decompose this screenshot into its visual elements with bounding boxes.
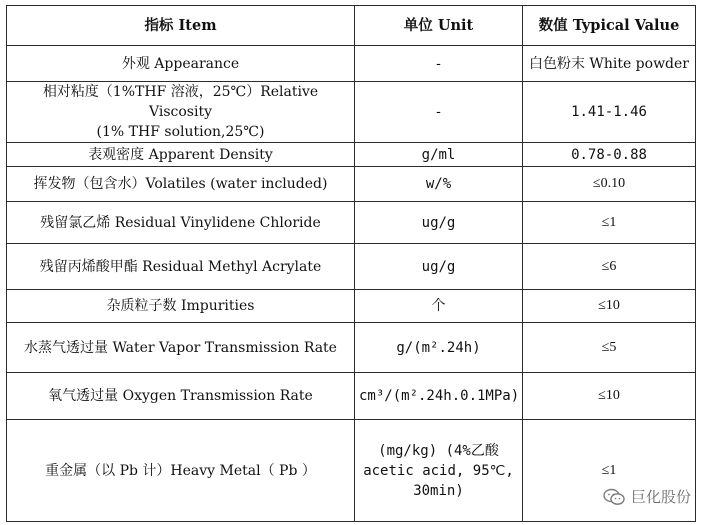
item-cell: 残留丙烯酸甲酯 Residual Methyl Acrylate <box>7 244 355 290</box>
unit-cell: 个 <box>355 290 523 323</box>
unit-cell: w/% <box>355 167 523 202</box>
value-cell: ≤1 <box>523 420 696 522</box>
unit-cell: - <box>355 82 523 143</box>
value-cell: ≤5 <box>523 323 696 373</box>
wechat-icon <box>603 488 625 506</box>
table-row <box>7 290 696 323</box>
unit-cell: - <box>355 46 523 82</box>
value-cell: 1.41-1.46 <box>523 82 696 143</box>
table-row <box>7 167 696 202</box>
value-cell: 白色粉末 White powder <box>523 46 696 82</box>
table-header-row <box>7 6 696 46</box>
item-cell: 外观 Appearance <box>7 46 355 82</box>
item-cell: 挥发物（包含水）Volatiles (water included) <box>7 167 355 202</box>
item-cell: 杂质粒子数 Impurities <box>7 290 355 323</box>
value-cell: ≤10 <box>523 290 696 323</box>
item-cell: 表观密度 Apparent Density <box>7 143 355 167</box>
unit-line: acetic acid, 95℃, <box>363 462 514 479</box>
table-row <box>7 244 696 290</box>
item-cell: 水蒸气透过量 Water Vapor Transmission Rate <box>7 323 355 373</box>
item-cell: 残留氯乙烯 Residual Vinylidene Chloride <box>7 202 355 244</box>
spec-table <box>6 5 696 522</box>
table-row <box>7 202 696 244</box>
unit-cell: ug/g <box>355 202 523 244</box>
unit-line: (mg/kg) (4%乙酸 <box>378 442 499 459</box>
header-value: 数值 Typical Value <box>523 6 696 46</box>
unit-cell <box>355 420 523 522</box>
item-line: 相对粘度（1%THF 溶液，25℃）Relative Viscosity <box>42 84 319 120</box>
item-cell <box>7 82 355 143</box>
header-unit: 单位 Unit <box>355 6 523 46</box>
table-row <box>7 323 696 373</box>
unit-cell: cm³/(m².24h.0.1MPa) <box>355 373 523 420</box>
unit-line: 30min) <box>413 482 464 499</box>
value-cell: ≤10 <box>523 373 696 420</box>
table-row <box>7 82 696 143</box>
table-row <box>7 143 696 167</box>
item-cell: 氧气透过量 Oxygen Transmission Rate <box>7 373 355 420</box>
header-item: 指标 Item <box>7 6 355 46</box>
table-row <box>7 373 696 420</box>
value-cell: ≤1 <box>523 202 696 244</box>
item-cell: 重金属（以 Pb 计）Heavy Metal（ Pb ） <box>7 420 355 522</box>
unit-cell: g/ml <box>355 143 523 167</box>
item-line: (1% THF solution,25℃) <box>96 124 265 140</box>
unit-cell: ug/g <box>355 244 523 290</box>
watermark <box>599 484 695 509</box>
table-row <box>7 420 696 522</box>
watermark-text: 巨化股份 <box>630 488 691 506</box>
value-cell: 0.78-0.88 <box>523 143 696 167</box>
table-row <box>7 46 696 82</box>
unit-cell: g/(m².24h) <box>355 323 523 373</box>
value-cell: ≤0.10 <box>523 167 696 202</box>
value-cell: ≤6 <box>523 244 696 290</box>
